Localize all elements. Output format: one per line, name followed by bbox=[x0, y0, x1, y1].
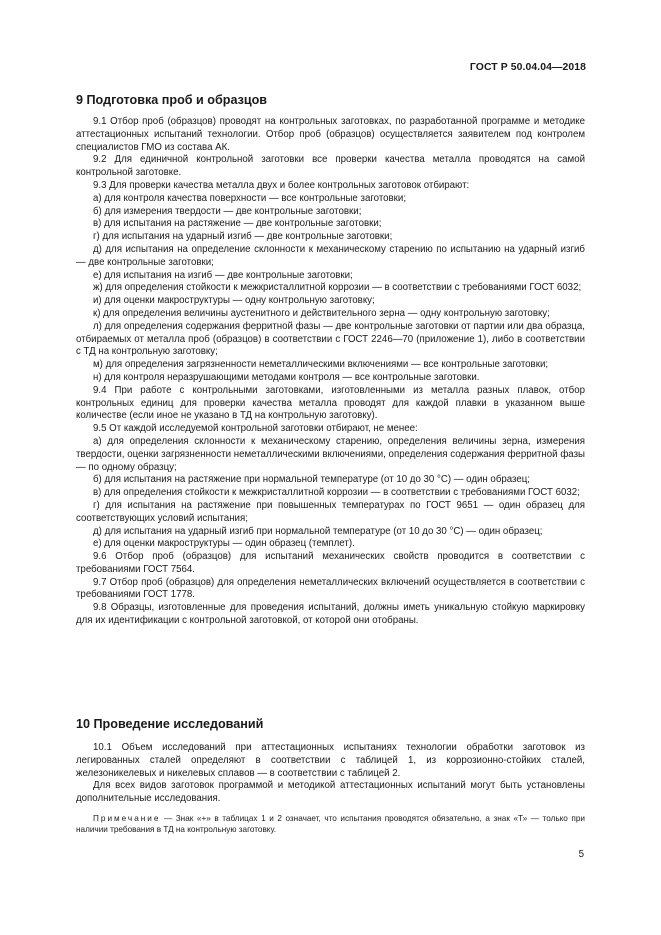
section-10-title: 10 Проведение исследований bbox=[76, 717, 264, 731]
section-9-title: 9 Подготовка проб и образцов bbox=[76, 93, 268, 107]
list-item: л) для определения содержания ферритной фазы — две контрольные заготовки от партии или два образца, отбираемых от металла проб (образцов) в соответствии с ГОСТ 2246—70 (приложение 1), либо в соответствии с ТД на контрольную заготовку; bbox=[76, 320, 585, 358]
list-item: г) для испытания на растяжение при повышенных температурах по ГОСТ 9651 — один образец для соответствующих условий испытания; bbox=[76, 499, 585, 524]
list-item: в) для определения стойкости к межкристаллитной коррозии — в соответствии с требованиями ГОСТ 6032; bbox=[93, 487, 580, 499]
paragraph: 9.1 Отбор проб (образцов) проводят на контрольных заготовках, по разработанной программе и методике аттестационных испытаний технологии. Отбор проб (образцов) осуществляется заявителем под контролем специалистов ГМО из состава АК. bbox=[76, 116, 585, 153]
list-item: и) для оценки макроструктуры — одну контрольную заготовку; bbox=[93, 295, 375, 307]
list-item: ж) для определения стойкости к межкристаллитной коррозии — в соответствии с требованиями ГОСТ 6032; bbox=[93, 282, 582, 294]
paragraph: 9.2 Для единичной контрольной заготовки все проверки качества металла проводятся на самой контрольной заготовке. bbox=[76, 154, 585, 179]
list-item: а) для контроля качества поверхности — все контрольные заготовки; bbox=[93, 192, 407, 204]
note-text: — Знак «+» в таблицах 1 и 2 означает, что испытания проводятся обязательно, а знак «Т» — только при наличии требования в ТД на контрольную заготовку. bbox=[76, 814, 585, 834]
section-10-body bbox=[76, 742, 585, 806]
paragraph: 9.4 При работе с контрольными заготовками, изготовленными из металла разных плавок, отбор контрольных единиц для проверки качества металла проводят для каждой плавки в указанном выше количестве (если иное не указано в ТД на контрольную заготовку). bbox=[76, 384, 585, 422]
list-item: е) для оценки макроструктуры — один образец (темплет). bbox=[93, 538, 355, 550]
section-9-body bbox=[76, 116, 585, 628]
list-item: в) для испытания на растяжение — две контрольные заготовки; bbox=[93, 218, 382, 230]
list-item: б) для испытания на растяжение при нормальной температуре (от 10 до 30 °С) — один образец; bbox=[93, 474, 531, 486]
paragraph: Для всех видов заготовок программой и методикой аттестационных испытаний могут быть установлены дополнительные исследования. bbox=[76, 780, 585, 805]
paragraph: 9.5 От каждой исследуемой контрольной заготовки отбирают, не менее: bbox=[93, 423, 418, 435]
paragraph: 9.6 Отбор проб (образцов) для испытаний механических свойств проводится в соответствии с требованиями ГОСТ 7564. bbox=[76, 551, 585, 575]
list-item: а) для определения склонности к механическому старению, определения величины зерна, измерения твердости, оценки загрязненности неметаллическими включениями, определения содержания ферритной фазы — по одному образцу; bbox=[76, 435, 585, 473]
list-item: н) для контроля неразрушающими методами контроля — все контрольные заготовки. bbox=[93, 371, 480, 383]
list-item: к) для определения величины аустенитного и действительного зерна — одну контрольную заготовку; bbox=[93, 307, 550, 319]
paragraph: 9.3 Для проверки качества металла двух и более контрольных заготовок отбирают: bbox=[93, 179, 470, 191]
note-label: Примечание bbox=[93, 814, 161, 823]
page-number: 5 bbox=[578, 849, 584, 860]
list-item: м) для определения загрязненности неметаллическими включениями — все контрольные заготовки; bbox=[93, 359, 549, 371]
list-item: е) для испытания на изгиб — две контрольные заготовки; bbox=[93, 269, 353, 281]
paragraph: 9.7 Отбор проб (образцов) для определения неметаллических включений осуществляется в соответствии с требованиями ГОСТ 1778. bbox=[76, 576, 585, 601]
list-item: д) для испытания на ударный изгиб при нормальной температуре (от 10 до 30 °С) — один образец; bbox=[93, 525, 543, 537]
paragraph: 9.8 Образцы, изготовленные для проведения испытаний, должны иметь уникальную стойкую маркировку для их идентификации с контрольной заготовкой, от которой они отобраны. bbox=[76, 602, 585, 627]
list-item: б) для измерения твердости — две контрольные заготовки; bbox=[93, 205, 362, 217]
note bbox=[76, 813, 585, 835]
list-item: г) для испытания на ударный изгиб — две контрольные заготовки; bbox=[93, 231, 393, 243]
list-item: д) для испытания на определение склонности к механическому старению по испытанию на ударный изгиб — две контрольные заготовки; bbox=[76, 243, 585, 268]
paragraph: 10.1 Объем исследований при аттестационных испытаниях технологии обработки заготовок из легированных сталей определяют в соответствии с таблицей 1, из коррозионно-стойких сталей, железоникелевых и никелевых сплавов — в соответствии с таблицей 2. bbox=[76, 742, 585, 779]
document-code: ГОСТ Р 50.04.04—2018 bbox=[469, 62, 586, 73]
